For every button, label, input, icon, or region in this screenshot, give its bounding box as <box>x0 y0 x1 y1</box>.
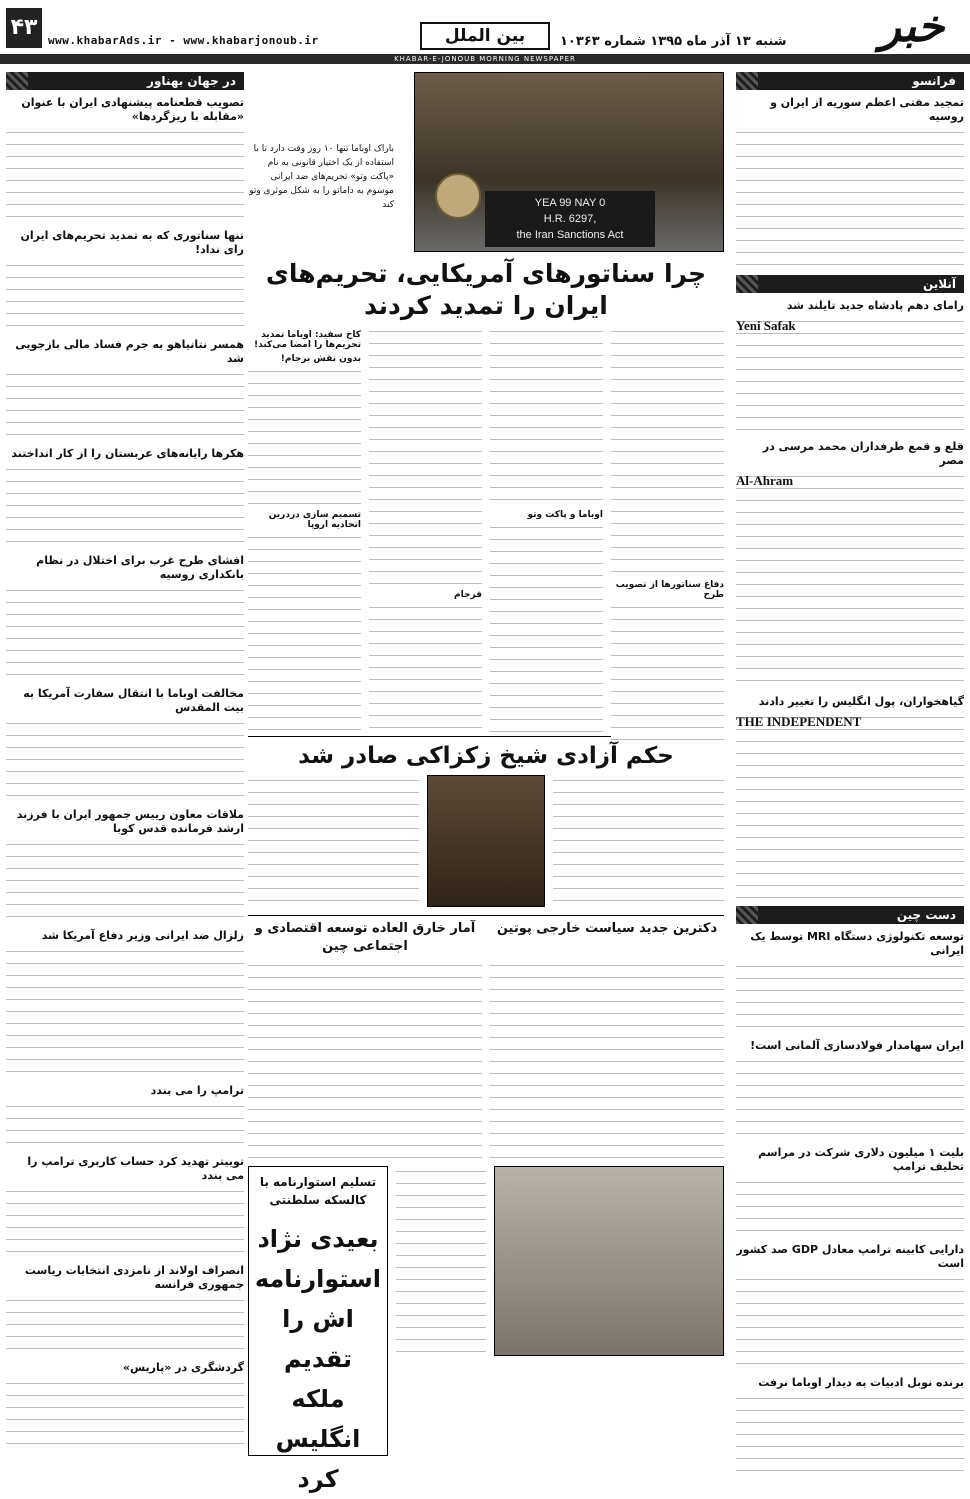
masthead-banner: KHABAR-E-JONOUB MORNING NEWSPAPER <box>0 54 970 64</box>
sub-headline: دفاع سناتورها از تصویب طرح <box>615 580 724 600</box>
left-column <box>6 72 244 1427</box>
vote-count: YEA 99 NAY 0 <box>534 197 606 209</box>
headline: ترامپ را می بندد <box>150 1084 244 1097</box>
sub-headline: اوباما و پاکت وتو <box>527 510 603 520</box>
article-body <box>736 1177 964 1237</box>
source-logo: Yeni Safak <box>736 318 796 333</box>
article-body <box>6 464 244 548</box>
article-body <box>611 602 724 742</box>
article-body <box>248 960 482 1160</box>
article-body <box>6 369 244 441</box>
bottom-row <box>248 1166 724 1493</box>
lower-headlines <box>248 915 724 956</box>
article-body <box>6 585 244 681</box>
zakzaky-photo <box>427 775 545 907</box>
article-body <box>6 1378 244 1450</box>
article-body <box>6 1101 244 1149</box>
websites: www.khabarAds.ir - www.khabarjonoub.ir <box>48 34 319 47</box>
logo-word: خبر <box>879 1 945 52</box>
headline: هکرها رایانه‌های عربستان را از کار انداختند <box>11 447 244 460</box>
article-body <box>736 1393 964 1473</box>
article-body <box>6 127 244 223</box>
article-body <box>6 1186 244 1258</box>
vote-screen <box>485 191 655 247</box>
article-body <box>248 775 419 907</box>
queen-photo <box>494 1166 724 1356</box>
senate-seal <box>435 173 481 219</box>
bill-name: the Iran Sanctions Act <box>516 229 624 241</box>
article-body <box>248 366 361 506</box>
article-body <box>736 961 964 1033</box>
headline: توییتر تهدید کرد حساب کاربری ترامپ را می بندد <box>27 1155 244 1182</box>
headline: رامای دهم پادشاه جدید تایلند شد <box>786 299 964 312</box>
main-article <box>248 326 724 736</box>
article-body <box>736 1274 964 1370</box>
sub-headline: کاخ سفید: اوباما تمدید تحریم‌ها را امضا می‌کند! <box>254 330 361 350</box>
headline: زلزال ضد ایرانی وزیر دفاع آمریکا شد <box>41 929 244 942</box>
article-body <box>369 326 482 586</box>
article-body <box>553 775 724 907</box>
box-title: بعیدی نژاد استوارنامه اش را تقدیم ملکه انگلیس کرد <box>254 1225 381 1493</box>
right-column <box>736 72 964 1427</box>
masthead <box>0 0 970 62</box>
article-body <box>490 960 724 1160</box>
headline: تمجید مفتی اعظم سوریه از ایران و روسیه <box>770 96 964 123</box>
article-body <box>490 326 603 506</box>
sub-headline: تسمیم سازی دردرین اتحادیه اروپا <box>268 510 361 530</box>
article-body <box>6 946 244 1078</box>
headline: ایران سهامدار فولادسازی آلمانی است! <box>750 1039 964 1052</box>
source-logo: THE INDEPENDENT <box>736 714 862 729</box>
section-name: بین الملل <box>420 22 550 50</box>
article-body <box>6 839 244 923</box>
article-body <box>736 1056 964 1140</box>
main-headline: چرا سناتورهای آمریکایی، تحریم‌های ایران را تمدید کردند <box>265 259 707 320</box>
section-header: در جهان بهناور <box>6 72 244 90</box>
bill-number: H.R. 6297, <box>543 213 597 225</box>
article-body <box>611 326 724 576</box>
photo-caption: باراک اوباما تنها ۱۰ روز وقت دارد تا با استفاده از یک اختیار قانونی به نام «پاکت وتو» تحریم‌های ضد ایرانی موسوم به داماتو را به شکل موثری وتو کند <box>249 144 394 210</box>
ambassador-box <box>248 1166 388 1493</box>
middle-column <box>248 72 724 1493</box>
headline: قلع و قمع طرفداران محمد مرسی در مصر <box>762 440 964 467</box>
headline: بلیت ۱ میلیون دلاری شرکت در مراسم تحلیف ترامپ <box>758 1146 964 1173</box>
senate-photo <box>414 72 724 252</box>
box-subtitle: تسلیم استوارنامه با کالسکه سلطنتی <box>259 1175 377 1207</box>
headline: مخالفت اوباما با انتقال سفارت آمریکا به بیت المقدس <box>23 687 244 714</box>
zakzaky-article <box>248 775 724 915</box>
headline: توسعه تکنولوژی دستگاه MRI توسط یک ایرانی <box>750 930 964 957</box>
article-body <box>490 522 603 732</box>
article-body <box>736 471 964 689</box>
article-body <box>369 602 482 732</box>
headline: انصراف اولاند از نامزدی انتخابات ریاست جمهوری فرانسه <box>24 1264 244 1291</box>
headline: گردشگری در «پاریس» <box>122 1361 244 1374</box>
article-body <box>6 718 244 802</box>
issue-line: شنبه ۱۳ آذر ماه ۱۳۹۵ شماره ۱۰۳۶۳ <box>560 34 787 49</box>
headline: تنها سناتوری که به تمدید تحریم‌های ایران رای نداد! <box>20 229 244 256</box>
headline: ملاقات معاون رییس جمهور ایران با فرزند ارشد فرمانده قدس کوبا <box>16 808 244 835</box>
headline: دارایی کابینه ترامپ معادل GDP صد کشور است <box>736 1243 964 1270</box>
headline: همسر نتانیاهو به جرم فساد مالی بازجویی شد <box>15 338 244 365</box>
newspaper-logo <box>862 2 962 54</box>
page-number: ۴۳ <box>6 8 42 48</box>
headline: گیاهخواران، پول انگلیس را تغییر دادند <box>758 695 964 708</box>
section-header: دست چین <box>736 906 964 924</box>
article-body <box>6 1295 244 1355</box>
sub-headline: فرجام <box>454 590 482 600</box>
headline: تصویب قطعنامه پیشنهادی ایران با عنوان «مقابله با ریزگردها» <box>21 96 244 123</box>
headline: برنده نوبل ادبیات به دیدار اوباما نرفت <box>758 1376 964 1389</box>
zakzaky-headline: حکم آزادی شیخ زکزاکی صادر شد <box>248 736 724 775</box>
headline: آمار خارق العاده توسعه اقتصادی و اجتماعی چین <box>254 921 476 954</box>
headline: دکترین جدید سیاست خارجی پوتین <box>496 921 718 936</box>
section-header: آنلاین <box>736 275 964 293</box>
sub-headline: بدون نقش برجام! <box>280 354 361 364</box>
source-logo: Al-Ahram <box>736 473 794 488</box>
article-body <box>736 127 964 267</box>
article-body <box>6 260 244 332</box>
article-body <box>736 712 964 898</box>
article-body <box>248 532 361 732</box>
article-body <box>396 1166 486 1356</box>
section-header: فرانسو <box>736 72 964 90</box>
headline: افشای طرح غرب برای اختلال در نظام بانکداری روسیه <box>36 554 244 581</box>
